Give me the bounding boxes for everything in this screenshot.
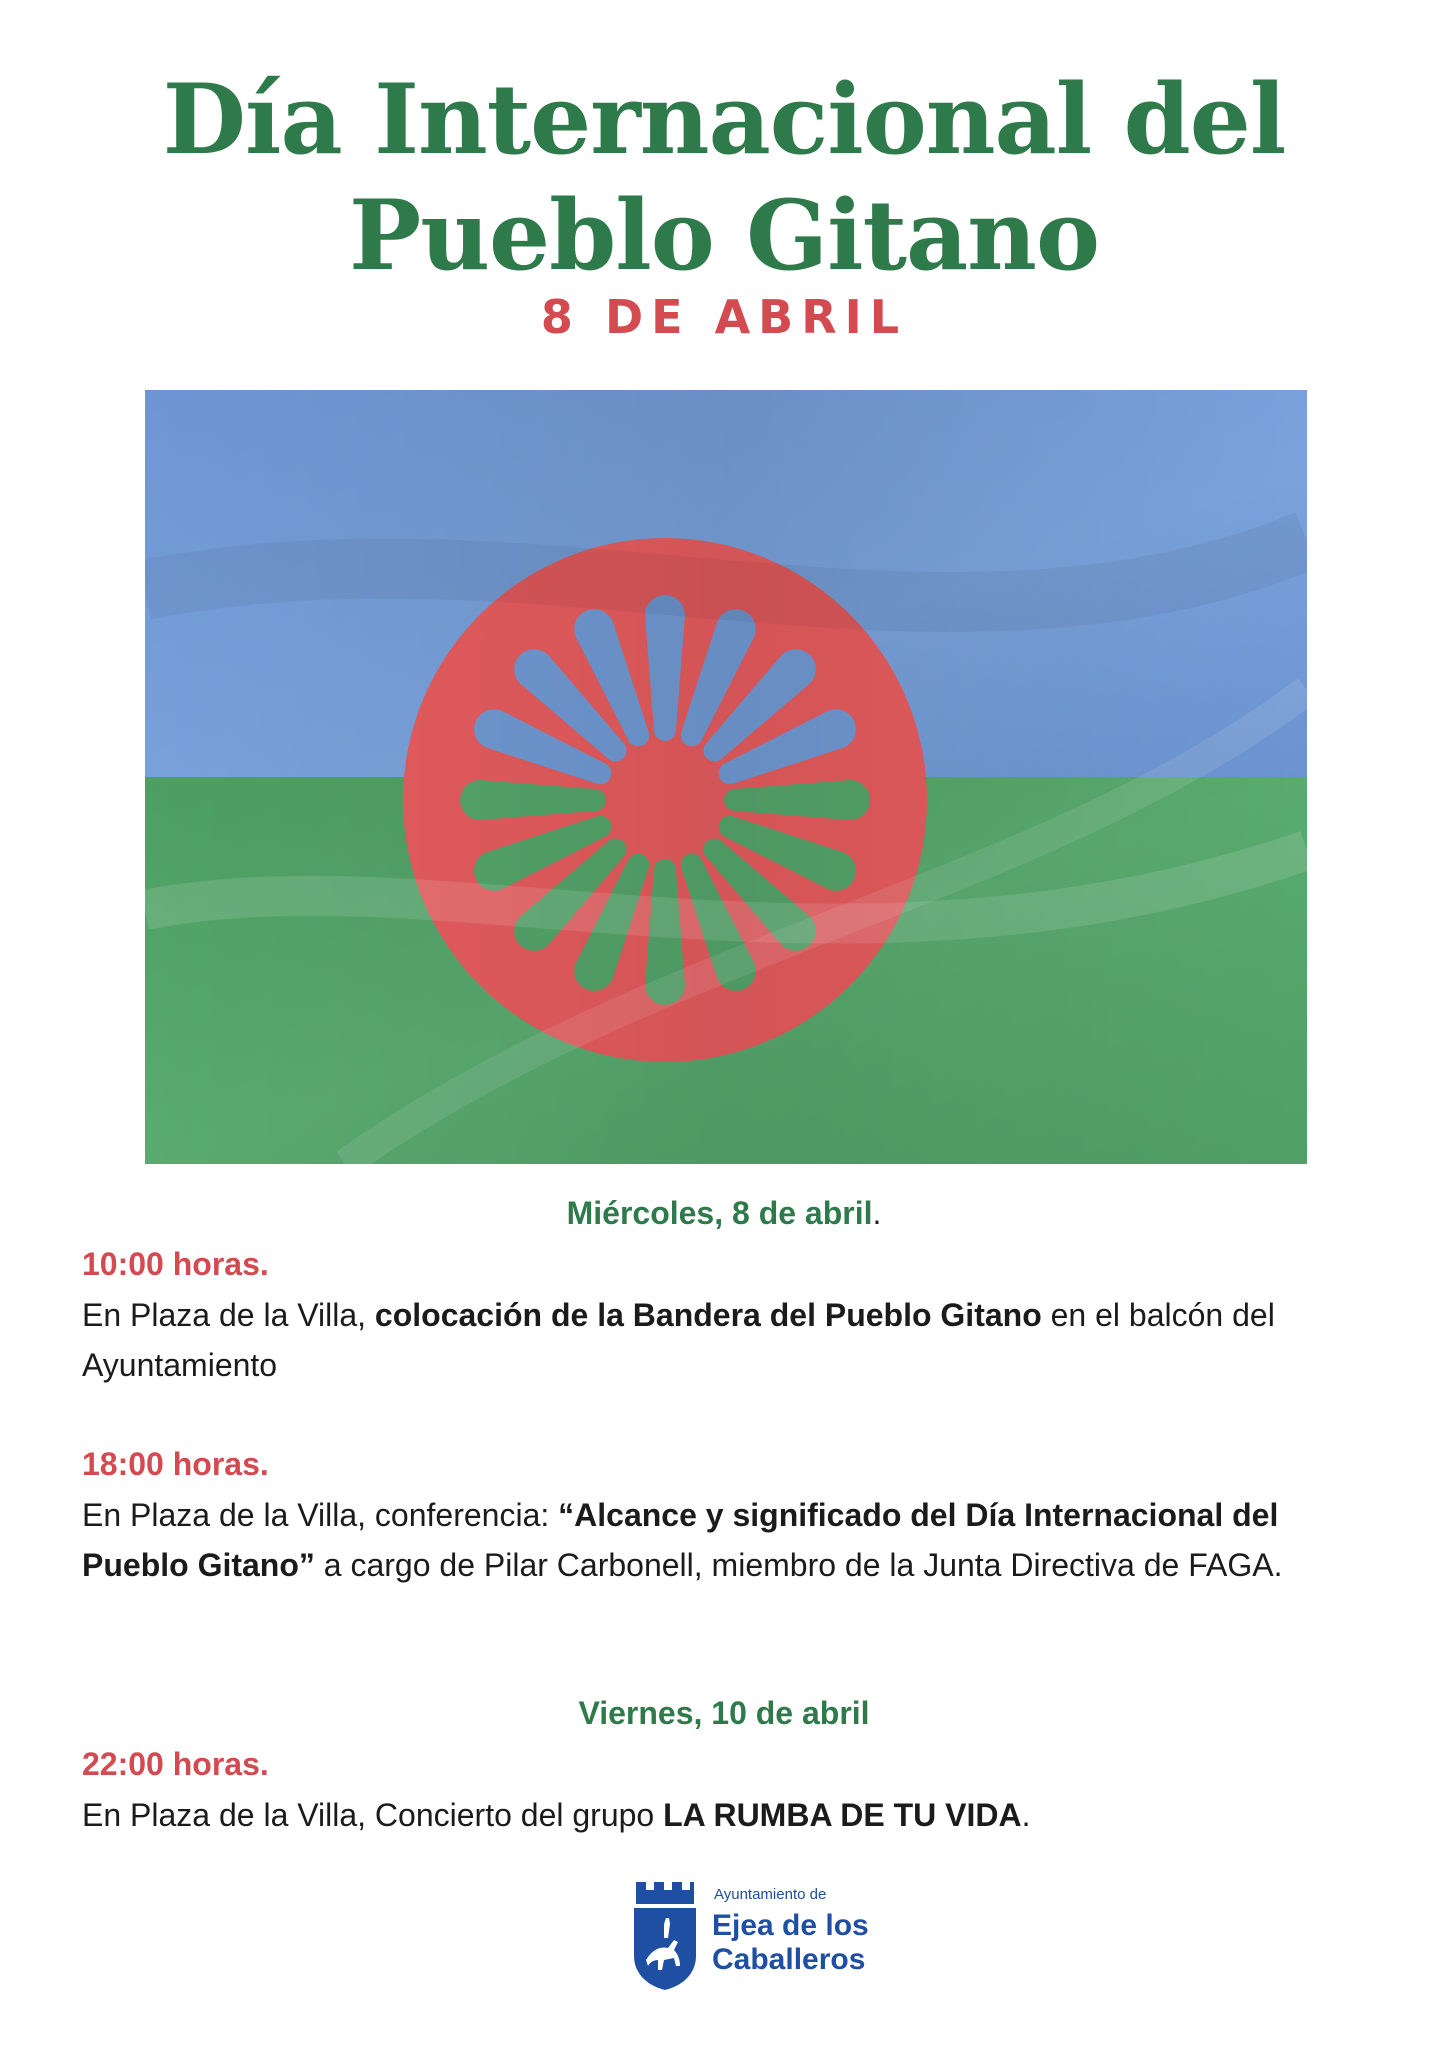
ayuntamiento-logo <box>630 1874 890 1994</box>
event-description-3: En Plaza de la Villa, Concierto del grupo LA RUMBA DE TU VIDA. <box>82 1797 1031 1833</box>
day-heading-friday: Viernes, 10 de abril <box>578 1695 870 1731</box>
event-description-1: En Plaza de la Villa, colocación de la Bandera del Pueblo Gitano en el balcón del Ayuntamiento <box>82 1297 1275 1383</box>
event-description-2: En Plaza de la Villa, conferencia: “Alcance y significado del Día Internacional del Pueblo Gitano” a cargo de Pilar Carbonell, miembro de la Junta Directiva de FAGA. <box>82 1497 1283 1583</box>
town-shield-icon <box>630 1874 700 1992</box>
logo-text-line-1: Ejea de los <box>712 1909 869 1942</box>
event-time-1: 10:00 horas. <box>82 1246 269 1282</box>
title-line-1: Día Internacional del <box>162 63 1286 176</box>
event-time-3: 22:00 horas. <box>82 1746 269 1782</box>
logo-text-small: Ayuntamiento de <box>714 1886 827 1903</box>
event-time-2: 18:00 horas. <box>82 1446 269 1482</box>
event-date: 8 DE ABRIL <box>540 290 908 344</box>
page-title <box>0 62 1448 294</box>
day-heading-wednesday: Miércoles, 8 de abril. <box>566 1195 882 1231</box>
title-line-2: Pueblo Gitano <box>349 179 1099 292</box>
romani-flag-image <box>145 390 1307 1164</box>
logo-text-line-2: Caballeros <box>712 1943 866 1976</box>
